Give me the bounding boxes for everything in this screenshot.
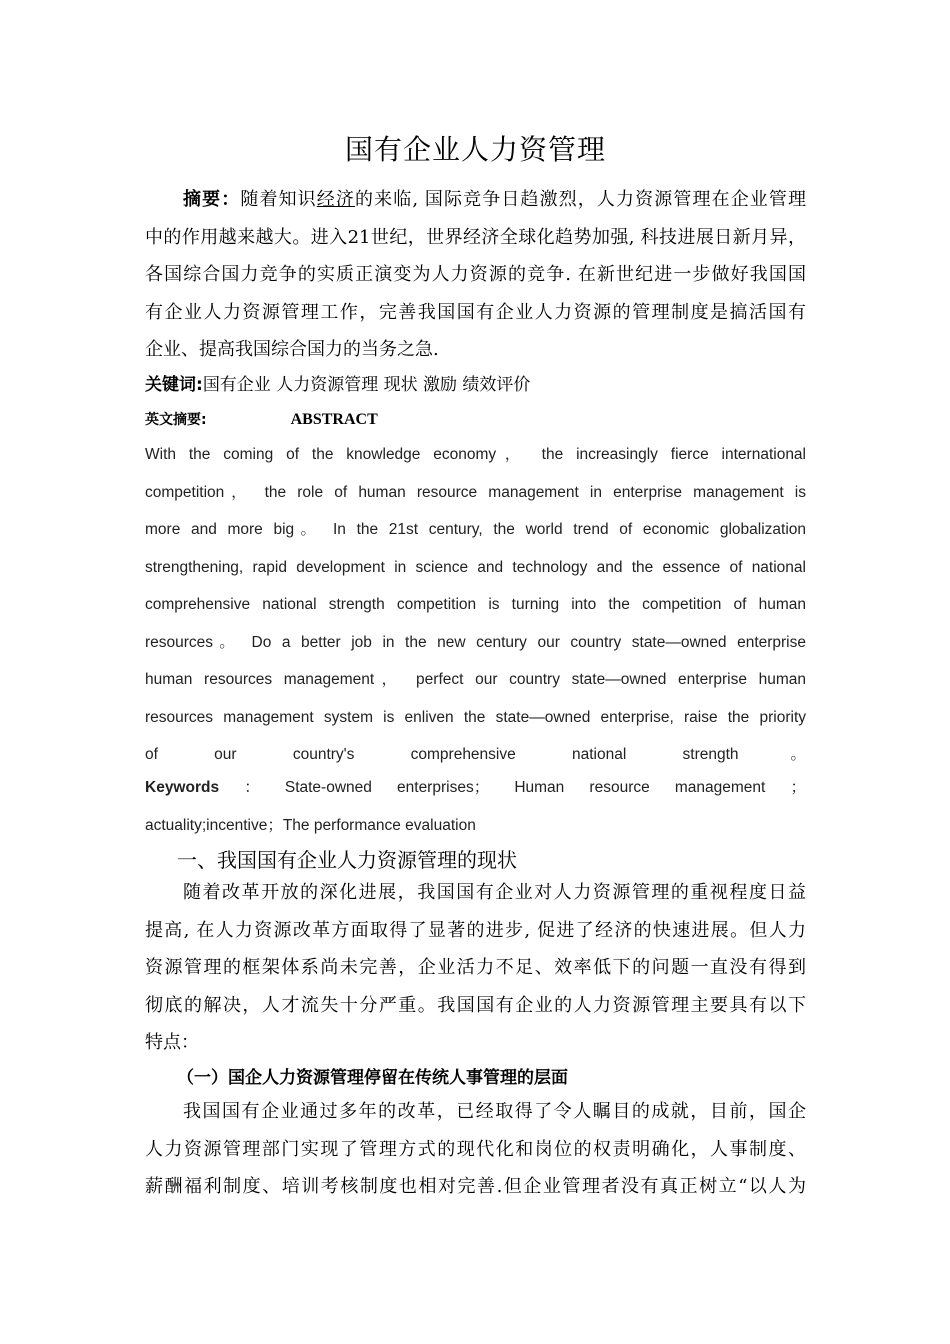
keywords-cn-text: 国有企业 人力资源管理 现状 激励 绩效评价: [202, 375, 531, 395]
abstract-en-label: ABSTRACT: [290, 411, 378, 428]
abstract-en-line: With the coming of the knowledge economy， the increasingly fierce international: [145, 446, 806, 463]
subsection-1-line: 人力资源管理部门实现了管理方式的现代化和岗位的权责明确化，人事制度、: [145, 1138, 806, 1160]
abstract-en-line: competition， the role of human resource management in enterprise management is: [145, 483, 806, 501]
subsection-1-body: [145, 1093, 806, 1206]
abstract-en: [145, 436, 806, 774]
abstract-en-heading: [145, 405, 806, 435]
abstract-cn-line-1: 摘要：随着知识经济的来临, 国际竞争日趋激烈，人力资源管理在企业管理: [183, 189, 807, 210]
keywords-cn-label: 关键词:: [145, 375, 203, 395]
abstract-cn: [145, 181, 806, 369]
section-1: [145, 842, 806, 878]
section-1-line: 特点：: [145, 1032, 199, 1053]
section-1-line: 资源管理的框架体系尚未完善，企业活力不足、效率低下的问题一直没有得到: [145, 957, 806, 978]
abstract-en-line: resources。 Do a better job in the new century our country state—owned enterprise: [145, 633, 806, 651]
abstract-cn-line: 企业、提高我国综合国力的当务之急.: [145, 339, 439, 360]
abstract-cn-label: 摘要：: [183, 189, 241, 210]
section-1-line: 提高, 在人力资源改革方面取得了显著的进步, 促进了经济的快速进展。但人力: [145, 919, 806, 941]
underlined-term: 经济: [316, 189, 356, 210]
abstract-cn-line: 有企业人力资源管理工作，完善我国国有企业人力资源的管理制度是搞活国有: [145, 301, 806, 323]
keywords-en: [145, 769, 806, 844]
keywords-cn: [145, 368, 806, 402]
abstract-en-label-cn: 英文摘要:: [145, 412, 207, 428]
abstract-en-line: comprehensive national strength competition is turning into the competition of human: [145, 596, 806, 613]
subsection-1-heading: （一）国企人力资源管理停留在传统人事管理的层面: [177, 1068, 568, 1088]
keywords-en-line-2: actuality;incentive；The performance evaluation: [145, 816, 476, 834]
subsection-1-line: 薪酬福利制度、培训考核制度也相对完善.但企业管理者没有真正树立“以人为: [145, 1176, 806, 1197]
keywords-en-label: Keywords: [145, 779, 220, 796]
abstract-cn-line: 各国综合国力竞争的实质正演变为人力资源的竞争. 在新世纪进一步做好我国国: [145, 264, 806, 285]
subsection-1: [145, 1061, 806, 1095]
abstract-en-line: of our country's comprehensive national strength。: [145, 746, 806, 763]
section-1-heading: 一、我国国有企业人力资源管理的现状: [177, 848, 517, 872]
section-1-line: 彻底的解决，人才流失十分严重。我国国有企业的人力资源管理主要具有以下: [145, 994, 806, 1016]
abstract-en-line: more and more big。 In the 21st century, the world trend of economic globalization: [145, 521, 806, 538]
abstract-en-line: human resources management， perfect our country state—owned enterprise human: [145, 671, 806, 688]
document-title: 国有企业人力资管理: [344, 133, 606, 166]
keywords-en-line-1: Keywords ： State-owned enterprises； Human resource management ；: [145, 769, 806, 807]
subsection-1-line: 我国国有企业通过多年的改革，已经取得了令人瞩目的成就，目前，国企: [183, 1101, 806, 1122]
abstract-en-line: resources management system is enliven the state—owned enterprise, raise the priority: [145, 708, 806, 726]
section-1-line: 随着改革开放的深化进展，我国国有企业对人力资源管理的重视程度日益: [183, 882, 806, 903]
abstract-en-line: strengthening, rapid development in science and technology and the essence of national: [145, 558, 806, 576]
abstract-cn-line: 中的作用越来越大。进入21世纪，世界经济全球化趋势加强, 科技进展日新月异，: [145, 226, 806, 248]
section-1-body: [145, 874, 806, 1062]
